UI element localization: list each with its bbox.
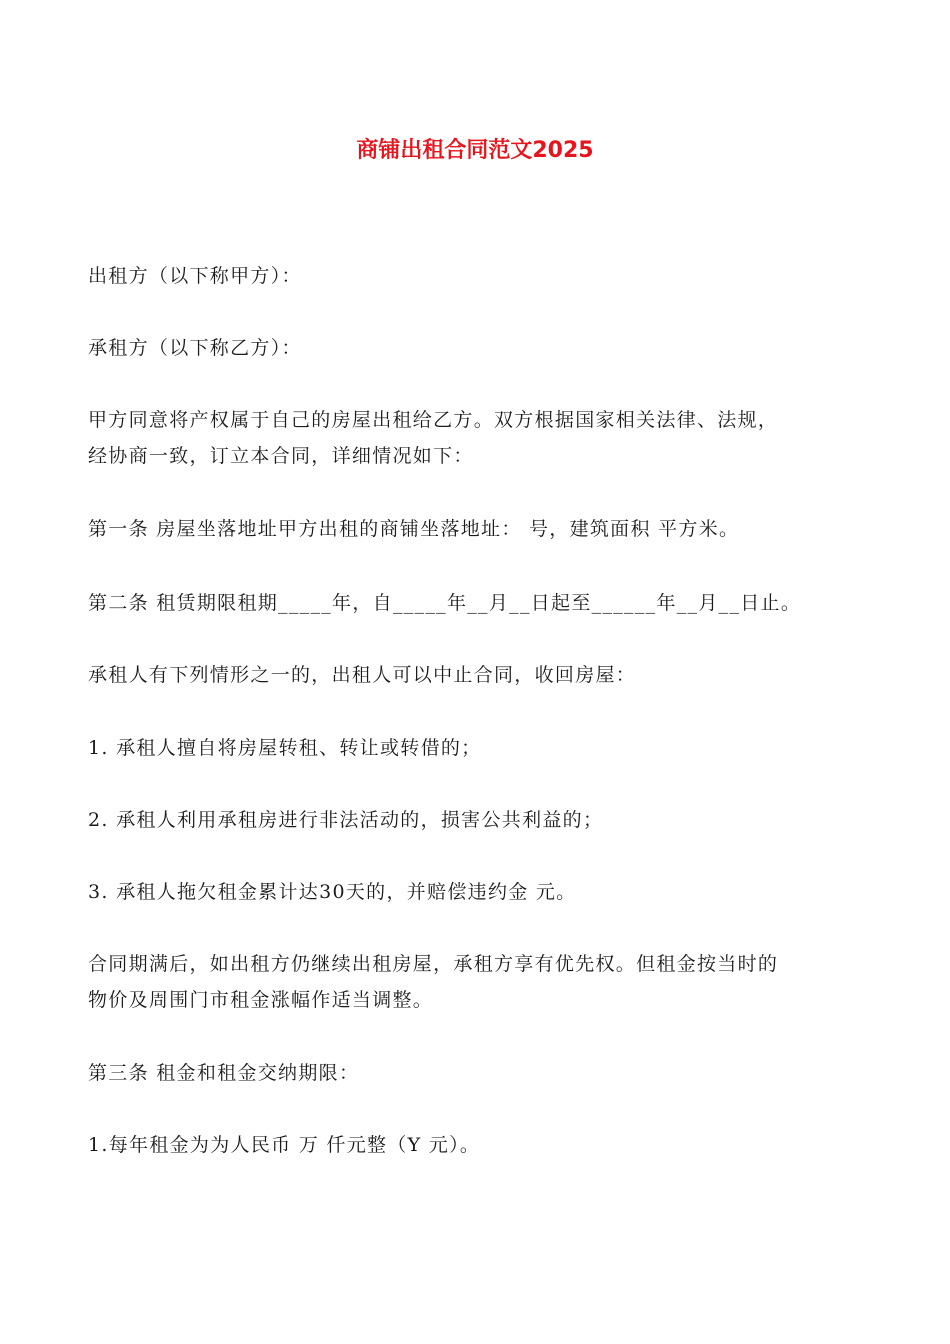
- paragraph-rent-amount: [88, 1127, 868, 1163]
- paragraph-line: 第二条 租赁期限租期_____年，自_____年__月__日起至______年__月__日止。: [88, 592, 802, 614]
- paragraph-line: 合同期满后，如出租方仍继续出租房屋，承租方享有优先权。但租金按当时的: [88, 953, 779, 975]
- paragraph-line: 承租方（以下称乙方）：: [88, 337, 302, 359]
- paragraph-line: 经协商一致，订立本合同，详细情况如下：: [88, 445, 474, 467]
- paragraph-line: 第一条 房屋坐落地址甲方出租的商铺坐落地址： 号，建筑面积 平方米。: [88, 518, 740, 540]
- paragraph-line: 承租人有下列情形之一的，出租人可以中止合同，收回房屋：: [88, 664, 637, 686]
- paragraph-line: 物价及周围门市租金涨幅作适当调整。: [88, 989, 434, 1011]
- paragraph-renewal: [88, 946, 868, 1018]
- paragraph-line: 第三条 租金和租金交纳期限：: [88, 1062, 360, 1084]
- paragraph-article-2: [88, 585, 868, 621]
- list-item-2: [88, 802, 868, 838]
- paragraph-article-3: [88, 1055, 868, 1091]
- paragraph-agreement: [88, 402, 868, 474]
- list-item-1: [88, 730, 868, 766]
- paragraph-line: 3. 承租人拖欠租金累计达30天的，并赔偿违约金 元。: [88, 881, 577, 903]
- paragraph-lessee: [88, 330, 868, 366]
- paragraph-article-1: [88, 511, 868, 547]
- paragraph-line: 甲方同意将产权属于自己的房屋出租给乙方。双方根据国家相关法律、法规，: [88, 409, 779, 431]
- document-title: 商铺出租合同范文2025: [356, 138, 594, 163]
- paragraph-line: 1. 承租人擅自将房屋转租、转让或转借的；: [88, 737, 482, 759]
- list-item-3: [88, 874, 868, 910]
- paragraph-lessor: [88, 258, 868, 294]
- paragraph-line: 出租方（以下称甲方）：: [88, 265, 302, 287]
- paragraph-line: 2. 承租人利用承租房进行非法活动的，损害公共利益的；: [88, 809, 604, 831]
- paragraph-termination-conditions: [88, 657, 868, 693]
- paragraph-line: 1.每年租金为为人民币 万 仟元整（Y 元）。: [88, 1134, 481, 1156]
